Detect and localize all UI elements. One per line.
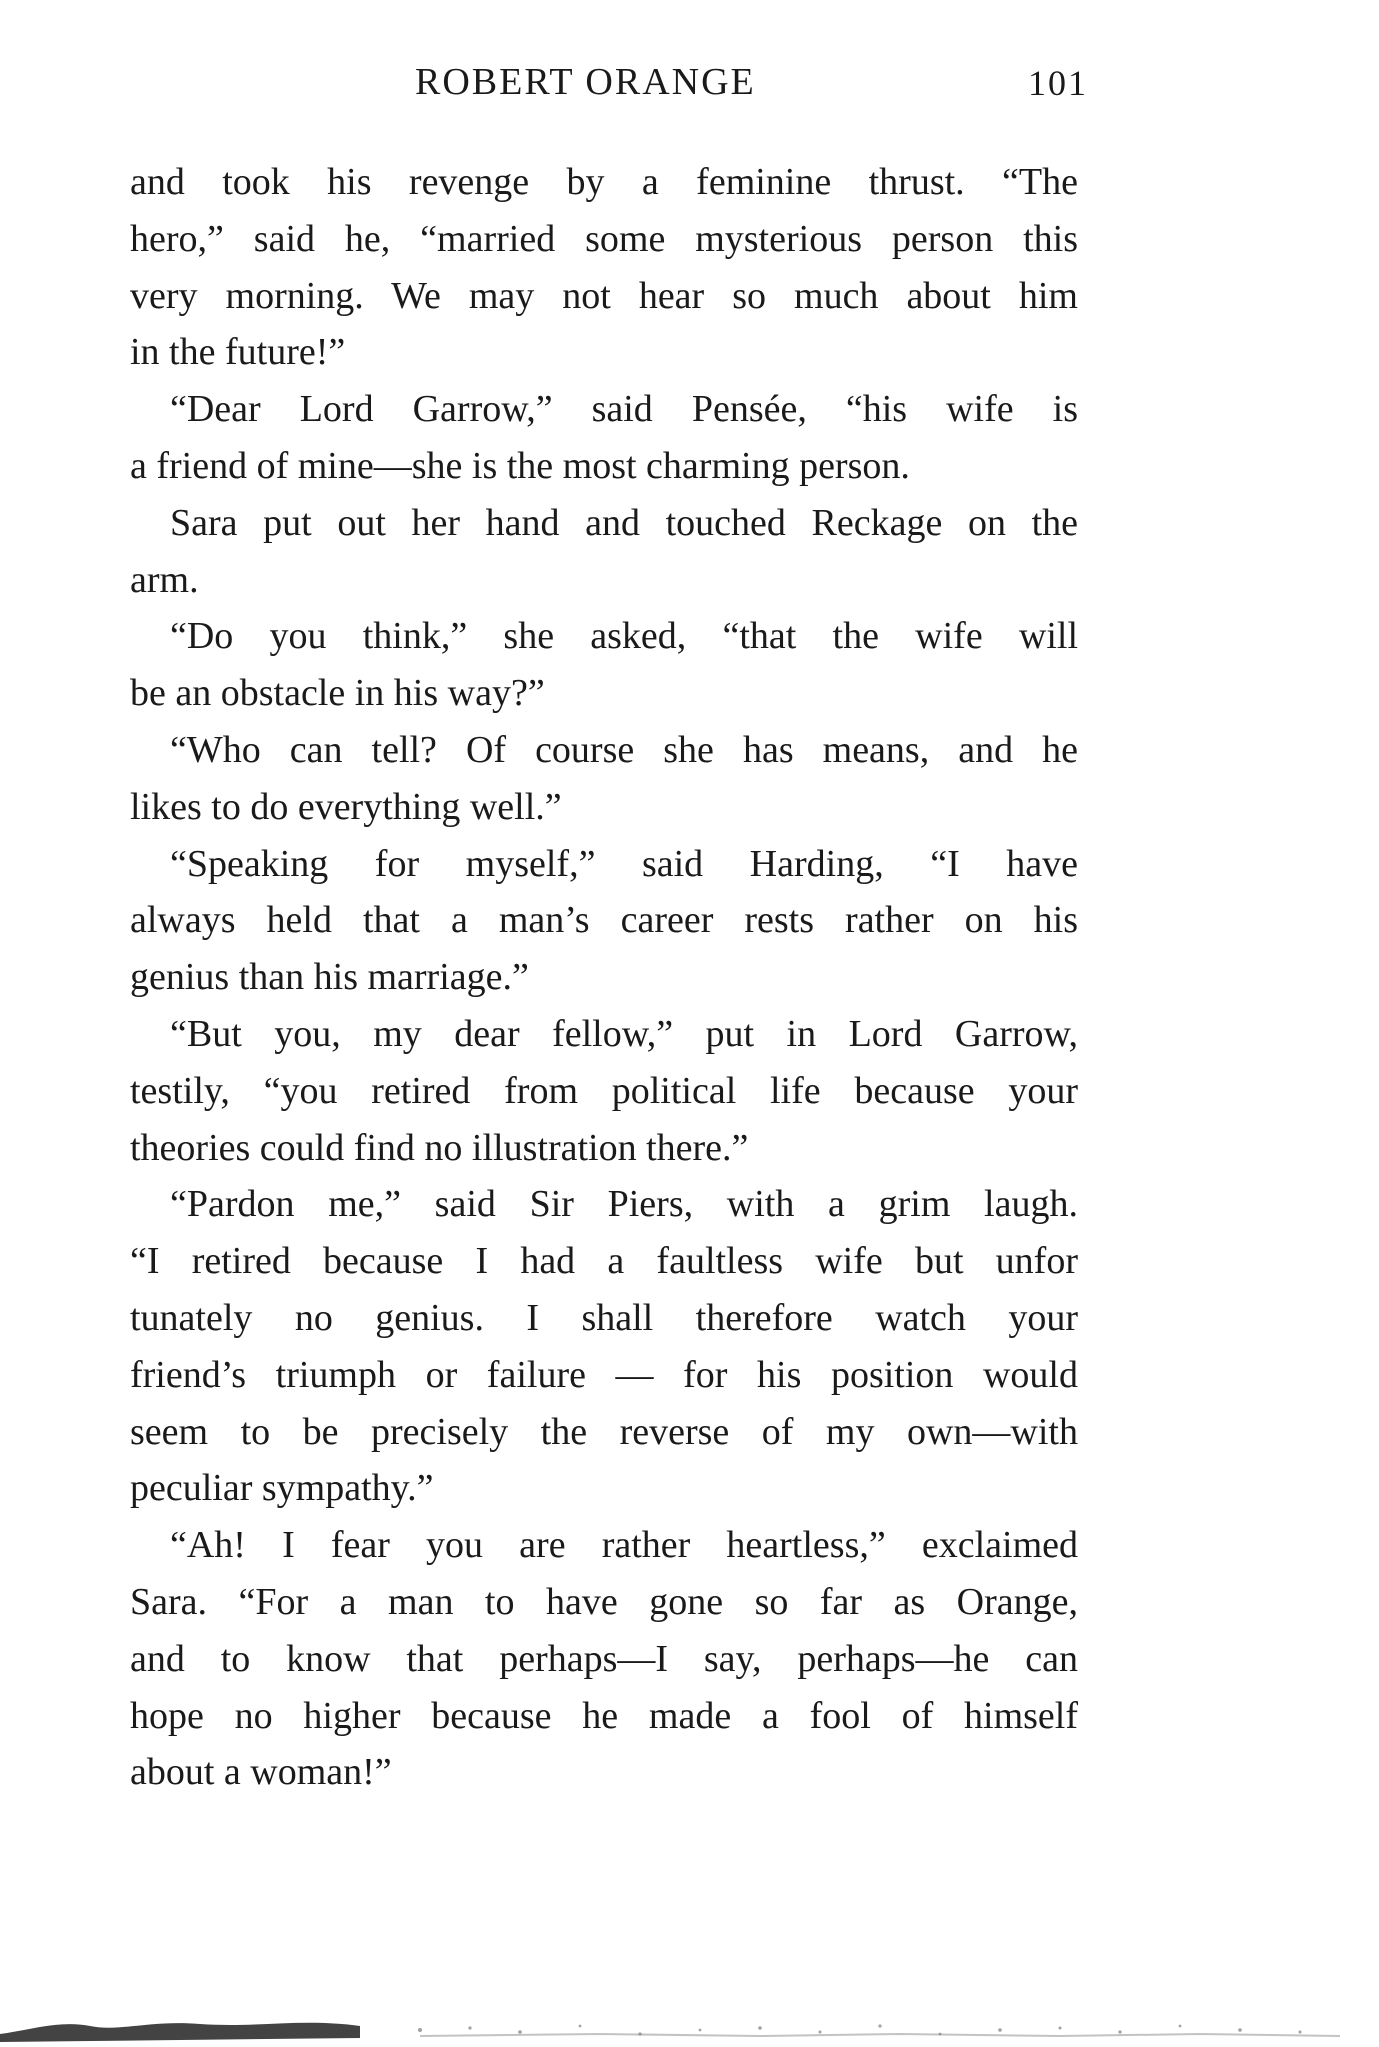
text-line: hope no higher because he made a fool of himself (130, 1694, 1078, 1737)
text-line: “Pardon me,” said Sir Piers, with a grim laugh. (170, 1183, 1078, 1226)
text-line: “Dear Lord Garrow,” said Pensée, “his wife is (170, 388, 1078, 431)
text-line: “But you, my dear fellow,” put in Lord Garrow, (170, 1012, 1078, 1055)
text-line: testily, “you retired from political life because your (130, 1069, 1078, 1112)
text-line: “I retired because I had a faultless wife but unfor (130, 1240, 1078, 1283)
text-line: peculiar sympathy.” (130, 1467, 434, 1510)
text-line: “Who can tell? Of course she has means, and he (170, 728, 1078, 771)
text-line: always held that a man’s career rests rather on his (130, 899, 1078, 942)
text-line: Sara. “For a man to have gone so far as Orange, (130, 1580, 1078, 1623)
text-line: theories could find no illustration there.” (130, 1126, 749, 1169)
text-line: genius than his marriage.” (130, 956, 529, 999)
text-line: and took his revenge by a feminine thrust. “The (130, 161, 1078, 203)
text-line: be an obstacle in his way?” (130, 672, 545, 715)
text-line: hero,” said he, “married some mysterious person this (130, 217, 1078, 260)
text-line: about a woman!” (130, 1751, 392, 1794)
text-line: “Speaking for myself,” said Harding, “I have (170, 842, 1078, 885)
text-line: “Do you think,” she asked, “that the wife will (170, 615, 1078, 658)
scan-smudge-decoration (0, 1990, 1379, 2047)
body-text (130, 154, 1078, 1801)
text-line: and to know that perhaps—I say, perhaps—he can (130, 1637, 1078, 1680)
text-line: “Ah! I fear you are rather heartless,” exclaimed (170, 1524, 1078, 1567)
text-line: arm. (130, 558, 199, 601)
text-line: seem to be precisely the reverse of my own—with (130, 1410, 1078, 1453)
text-line: tunately no genius. I shall therefore watch your (130, 1296, 1078, 1339)
text-line: very morning. We may not hear so much about him (130, 274, 1078, 317)
text-line: in the future!” (130, 331, 346, 374)
running-title: ROBERT ORANGE (415, 61, 756, 103)
text-line: a friend of mine—she is the most charming person. (130, 444, 910, 487)
text-line: friend’s triumph or failure — for his position would (130, 1353, 1078, 1396)
page-number: 101 (1028, 63, 1088, 103)
text-line: likes to do everything well.” (130, 785, 562, 828)
text-line: Sara put out her hand and touched Reckage on the (170, 501, 1078, 544)
